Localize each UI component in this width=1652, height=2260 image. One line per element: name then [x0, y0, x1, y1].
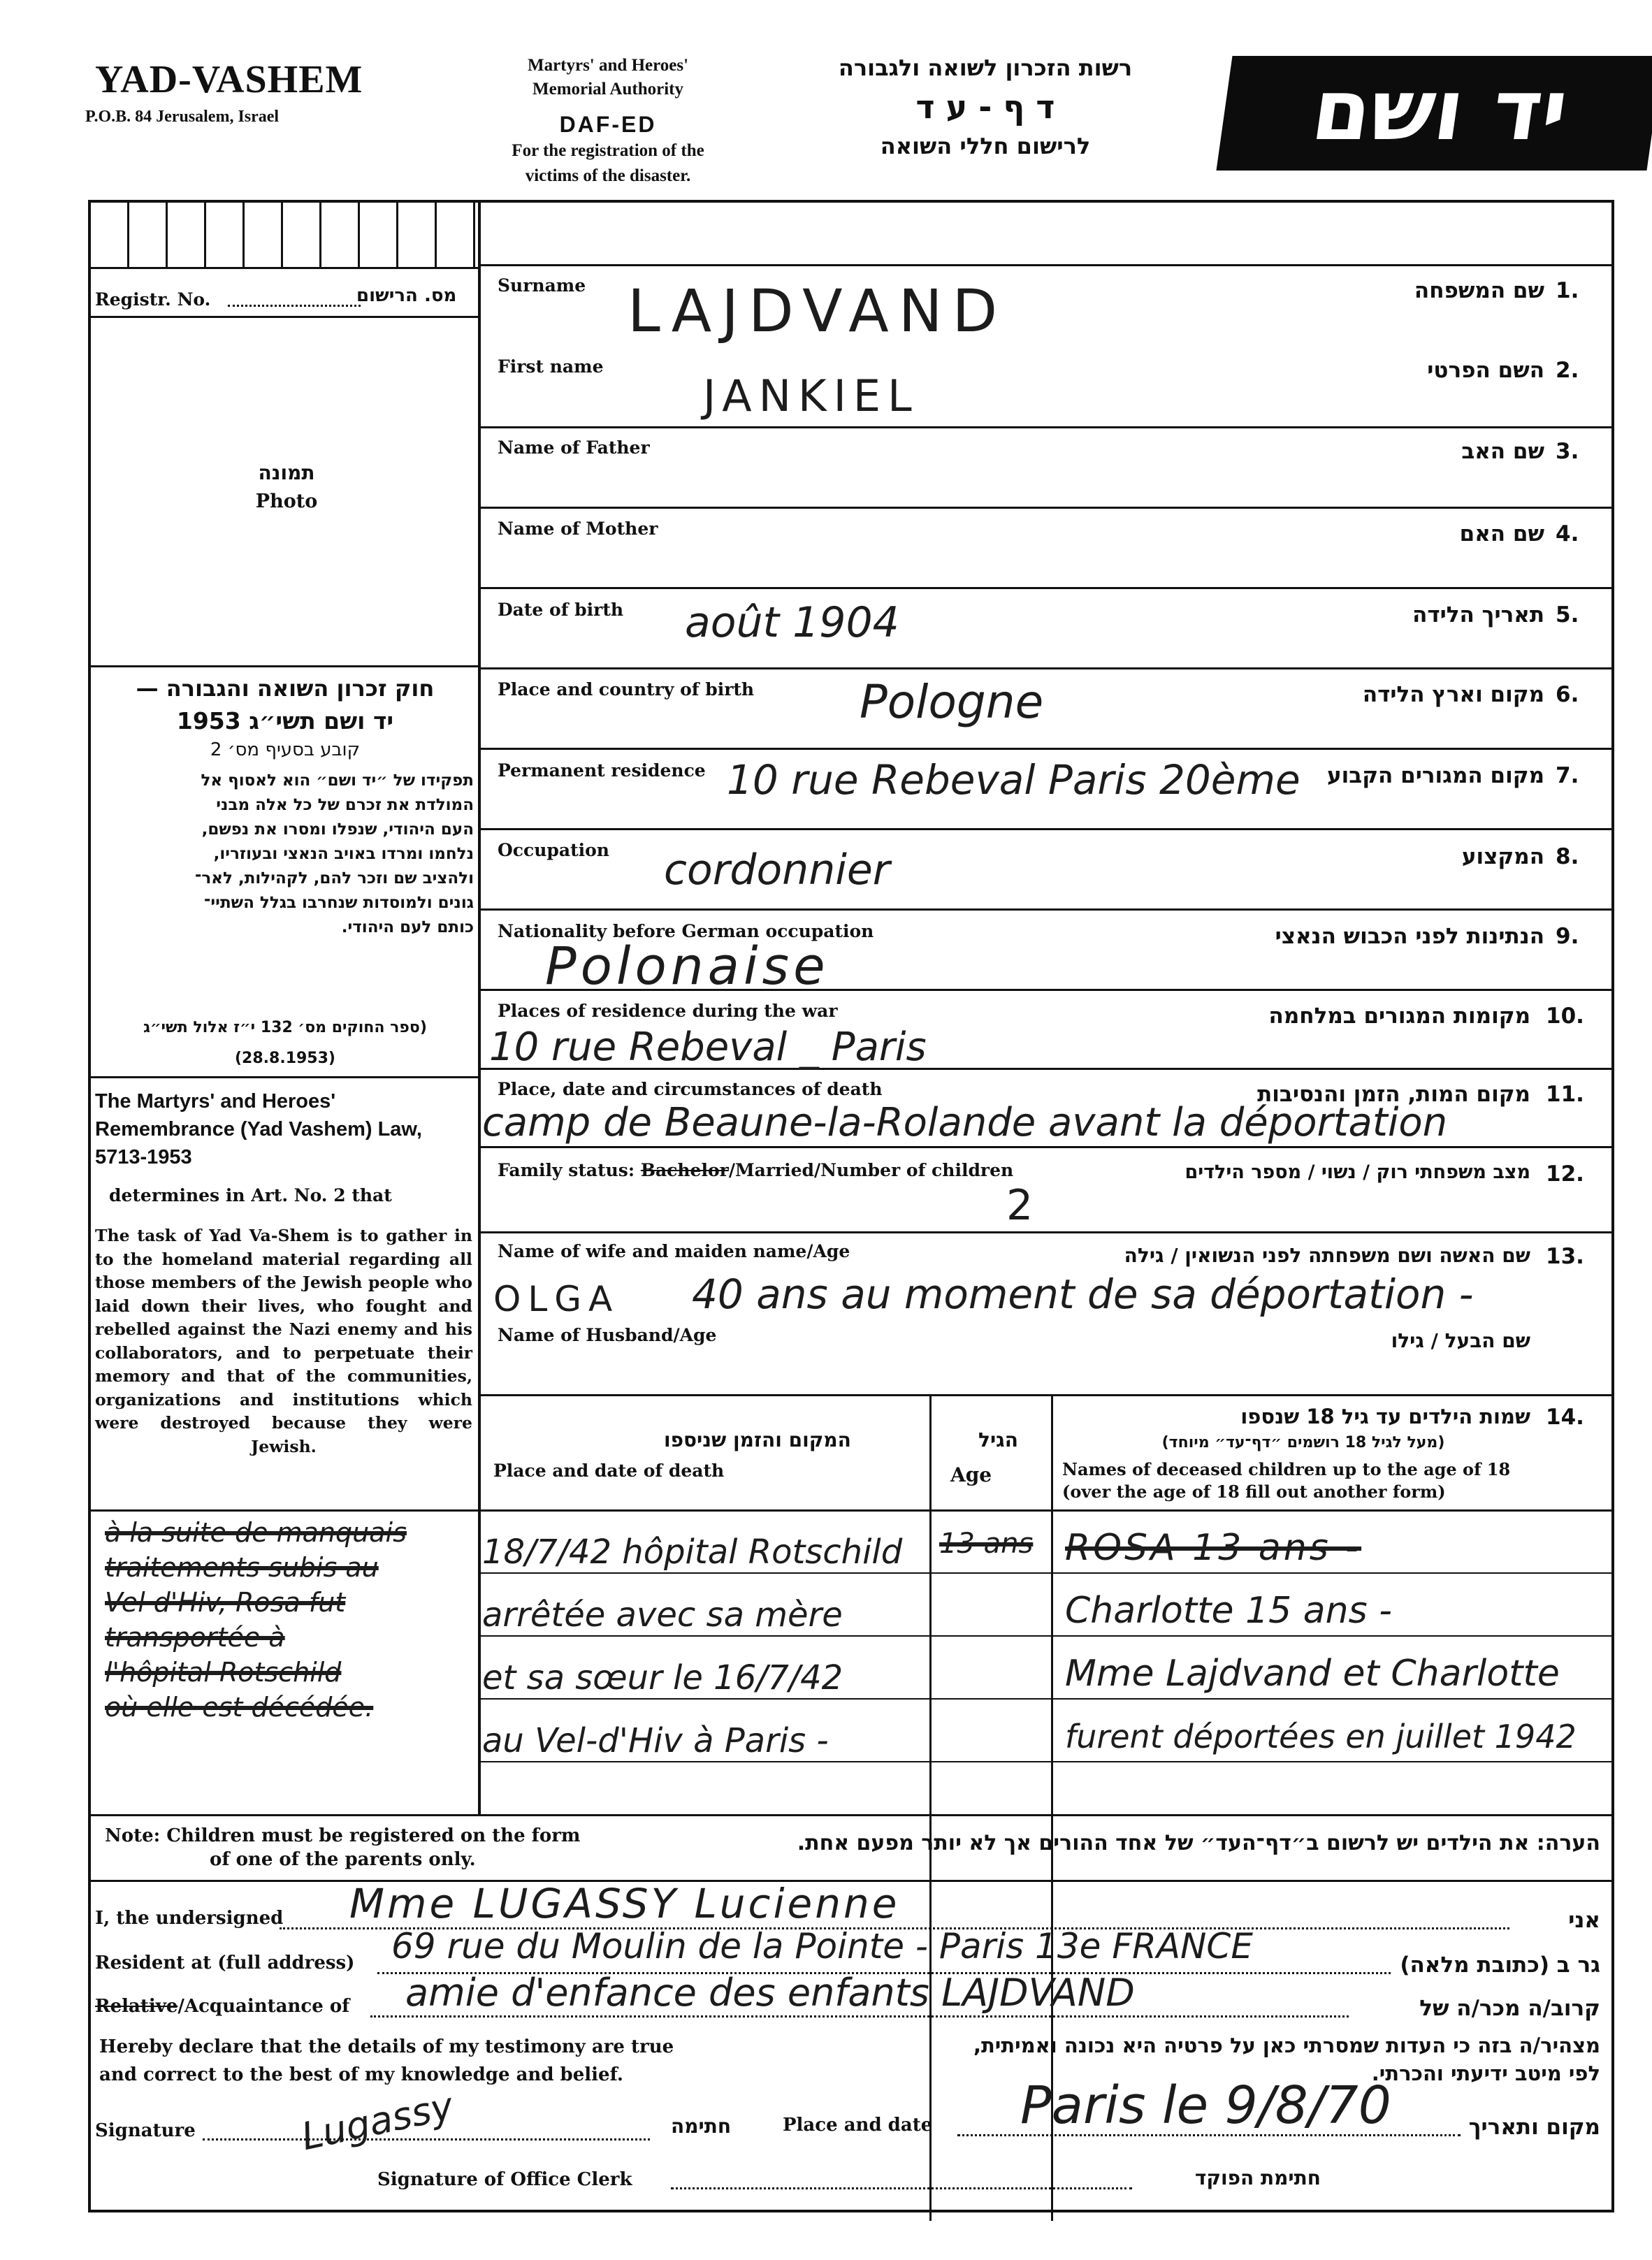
registr-dots [228, 305, 361, 307]
field-4-num: 4. [1556, 521, 1579, 546]
field-5-value[interactable]: août 1904 [685, 598, 899, 647]
row-rule [481, 1146, 1613, 1148]
law-he-line: כותם לעם היהודי. [341, 918, 474, 936]
row-rule [481, 667, 1613, 669]
form-name: DAF-ED [559, 112, 657, 137]
place-date-label: Place and date [783, 2115, 933, 2136]
field-9-label: Nationality before German occupation [498, 921, 874, 941]
form-purpose-line2: victims of the disaster. [525, 166, 691, 185]
field-13-num: 13. [1546, 1244, 1584, 1269]
field-10-label: Places of residence during the war [498, 1001, 838, 1021]
photo-rule [91, 665, 478, 667]
field-13-wife-he: שם האשה ושם משפחתה לפני הנשואין / גילה [1124, 1244, 1530, 1267]
field-10-num: 10. [1546, 1004, 1584, 1029]
law-en-article: determines in Art. No. 2 that [109, 1185, 392, 1205]
law-he-line: העם היהודי, שנפלו ומסרו את נפשם, [201, 820, 474, 839]
law-he-line: נלחמו ומרדו באויב הנאצי ובעוזריו, [213, 845, 474, 863]
row-rule [481, 828, 1613, 830]
struck-note-line: Vel d'Hiv, Rosa fut [105, 1587, 346, 1618]
field-4-he: שם האם [1459, 521, 1544, 546]
field-3-num: 3. [1556, 439, 1579, 464]
field-4-label: Name of Mother [498, 519, 658, 539]
field-12-num: 12. [1546, 1161, 1584, 1187]
place-date-he: מקום ותאריך [1468, 2115, 1600, 2140]
row-rule [481, 1394, 1613, 1396]
field-11-label: Place, date and circumstances of death [498, 1079, 883, 1099]
relative-label [95, 1996, 349, 2017]
field-8-value[interactable]: cordonnier [664, 846, 890, 894]
field-2-he: השם הפרטי [1427, 358, 1544, 383]
place-date-value[interactable]: Paris le 9/8/70 [1020, 2076, 1391, 2136]
field-11-num: 11. [1546, 1082, 1584, 1107]
authority-line2: Memorial Authority [532, 80, 683, 99]
signature-he: חתימה [671, 2115, 732, 2138]
resident-label: Resident at (full address) [95, 1953, 355, 1973]
field-2-value[interactable]: JANKIEL [703, 370, 919, 421]
field-11-he: מקום המות, הזמן והנסיבות [1257, 1082, 1530, 1107]
photo-en: Photo [255, 491, 318, 512]
law-he-rule [91, 1076, 478, 1078]
children-names-he-note: (מעל לגיל 18 רושמים ״דף־עד״ מיוחד) [1161, 1434, 1445, 1451]
field-12-value[interactable]: 2 [1006, 1181, 1034, 1230]
field-5-label: Date of birth [498, 600, 624, 620]
field-2-num: 2. [1556, 358, 1579, 383]
children-place-he: המקום והזמן שניספו [664, 1428, 851, 1451]
relative-value[interactable]: amie d'enfance des enfants LAJDVAND [405, 1971, 1135, 2015]
children-name-line[interactable]: furent déportées en juillet 1942 [1065, 1718, 1577, 1755]
field-9-he: הנתינות לפני הכבוש הנאצי [1275, 924, 1544, 949]
children-place-en: Place and date of death [493, 1461, 725, 1481]
field-13-husband-label: Name of Husband/Age [498, 1325, 717, 1345]
children-place-line[interactable]: arrêtée avec sa mère [482, 1595, 843, 1635]
row-rule [481, 587, 1613, 589]
law-he-title2: יד ושם תשי״ג 1953 [176, 707, 394, 734]
registration-boxes [91, 203, 478, 269]
field-12-struck: Bachelor [640, 1160, 729, 1180]
field-10-he: מקומות המגורים במלחמה [1268, 1004, 1530, 1029]
field-13-husband-he: שם הבעל / גילו [1391, 1329, 1530, 1352]
field-1-he: שם המשפחה [1414, 278, 1544, 303]
law-he-line: גונים ולמוסדות שנחרבו בגלל השתיי־ [203, 894, 474, 912]
registr-label: Registr. No. [95, 289, 211, 310]
authority-line1: Martyrs' and Heroes' [527, 56, 689, 75]
registr-rule [91, 316, 478, 318]
children-place-line[interactable]: 18/7/42 hôpital Rotschild [482, 1533, 903, 1572]
he-form-name: ד ף - ע ד [915, 88, 1055, 126]
undersigned-label: I, the undersigned [95, 1908, 284, 1929]
undersigned-value[interactable]: Mme LUGASSY Lucienne [349, 1880, 900, 1927]
field-8-label: Occupation [498, 840, 609, 860]
struck-note-line: traitements subis au [105, 1552, 379, 1583]
note-he: הערה: את הילדים יש לרשום ב״דף־העד״ של אחד ההורים אך לא יותר מפעם אחת. [797, 1831, 1600, 1855]
field-1-num: 1. [1556, 278, 1579, 303]
declare-en2: and correct to the best of my knowledge and belief. [99, 2064, 623, 2085]
field-13-wife-label: Name of wife and maiden name/Age [498, 1241, 850, 1261]
field-7-value[interactable]: 10 rue Rebeval Paris 20ème [727, 756, 1300, 804]
signature-value[interactable]: Lugassy [297, 2083, 458, 2159]
struck-note-line: à la suite de manquais [105, 1517, 407, 1548]
top-header-rule [481, 264, 1613, 266]
row-rule [481, 748, 1613, 750]
field-13-wife-name[interactable]: OLGA [493, 1279, 620, 1319]
relative-rest: /Acquaintance of [177, 1996, 350, 2017]
row-rule [481, 1231, 1613, 1233]
registr-he: מס. הרישום [356, 285, 457, 306]
field-6-num: 6. [1556, 682, 1579, 707]
law-en-title: The Martyrs' and Heroes' Remembrance (Yad Vashem) Law, 5713-1953 [95, 1090, 422, 1168]
row-rule [481, 426, 1613, 428]
children-name-line[interactable]: Charlotte 15 ans - [1065, 1590, 1392, 1632]
field-8-num: 8. [1556, 844, 1579, 869]
logo-text: יד ושם [1306, 62, 1574, 159]
law-he-ref: (ספר החוקים מס׳ 132 י״ז אלול תשי״ג [143, 1019, 427, 1036]
relative-line [370, 2015, 1349, 2018]
signature-line [203, 2138, 650, 2141]
struck-note [105, 1515, 475, 1725]
law-he-line: ולהציב שם וזכר להם, לקהילות, לאר־ [194, 869, 474, 888]
row-rule [481, 908, 1613, 911]
resident-value[interactable]: 69 rue du Moulin de la Pointe - Paris 13e FRANCE [391, 1926, 1253, 1966]
children-name-list[interactable] [1065, 1516, 1652, 1768]
children-name-line[interactable]: ROSA 13 ans - [1065, 1527, 1362, 1569]
row-rule [481, 507, 1613, 509]
field-10-value[interactable]: 10 rue Rebeval _ Paris [489, 1024, 927, 1070]
clerk-line [671, 2187, 1132, 2189]
children-col-rule1 [929, 1396, 932, 2221]
field-12-he: מצב משפחתי רוק / נשוי / מספר הילדים [1184, 1161, 1530, 1183]
law-he-body [96, 769, 474, 940]
law-he-date: (28.8.1953) [235, 1050, 335, 1067]
field-1-label: Surname [498, 275, 586, 296]
law-he-article: קובע בסעיף מס׳ 2 [210, 739, 361, 760]
field-12-prefix: Family status: [498, 1160, 635, 1180]
field-6-label: Place and country of birth [498, 679, 755, 700]
signature-label: Signature [95, 2120, 196, 2141]
struck-note-line: transportée à [105, 1622, 285, 1653]
law-en-body: The task of Yad Va-Shem is to gather in to the homeland material regarding all those members of the Jewish people who laid down their lives, who fought and rebelled against the Nazi enemy and his collaborators, and to perpetuate their memory and that of the communities, organizations and institutions which were destroyed because they were Jewish. [95, 1226, 472, 1456]
org-title: YAD-VASHEM [95, 58, 363, 101]
resident-he: גר ב (כתובת מלאה) [1400, 1953, 1600, 1978]
struck-note-line: l'hôpital Rotschild [105, 1657, 342, 1688]
undersigned-he: אני [1568, 1908, 1600, 1933]
field-7-he: מקום המגורים הקבוע [1327, 763, 1544, 788]
field-7-num: 7. [1556, 763, 1579, 788]
law-he-title: חוק זכרון השואה והגבורה — [136, 675, 435, 702]
field-3-label: Name of Father [498, 437, 650, 458]
note-en1: Note: Children must be registered on the form [105, 1825, 581, 1846]
field-7-label: Permanent residence [498, 760, 706, 781]
children-age-he: הגיל [978, 1428, 1018, 1451]
clerk-he: חתימת הפוקד [1194, 2166, 1321, 2189]
field-5-he: תאריך הלידה [1412, 602, 1544, 628]
children-names-en2: (over the age of 18 fill out another form) [1062, 1482, 1446, 1502]
he-purpose: לרישום חללי השואה [880, 133, 1091, 159]
field-9-value[interactable]: Polonaise [545, 936, 829, 997]
struck-note-line: où elle est décédée. [105, 1692, 374, 1723]
note-en2: of one of the parents only. [210, 1849, 476, 1870]
clerk-label: Signature of Office Clerk [377, 2169, 632, 2190]
law-he-line: המולדת את זכרם של כל אלה מבני [216, 796, 474, 814]
form-purpose-line1: For the registration of the [512, 141, 704, 160]
law-en-rule [91, 1509, 478, 1512]
children-place-list[interactable] [482, 1521, 929, 1772]
field-12-rest: /Married/Number of children [728, 1160, 1014, 1180]
field-11-value[interactable]: camp de Beaune-la-Rolande avant la déportation [482, 1100, 1448, 1145]
law-he-line: תפקידו של ״יד ושם״ הוא לאסוף אל [201, 772, 474, 790]
declare-en1: Hereby declare that the details of my testimony are true [99, 2036, 674, 2057]
field-2-label: First name [498, 356, 604, 377]
children-header-rule [481, 1509, 1613, 1512]
field-3-he: שם האב [1461, 439, 1544, 464]
field-14-num: 14. [1546, 1405, 1584, 1430]
declare-he1: מצהיר/ה בזה כי העדות שמסרתי כאן על פרטיה היא נכונה ואמיתית, [973, 2034, 1600, 2057]
relative-struck: Relative [95, 1996, 178, 2017]
children-age-en: Age [950, 1463, 992, 1486]
he-authority: רשות הזכרון לשואה ולגבורה [838, 55, 1133, 81]
field-6-he: מקום וארץ הלידה [1362, 682, 1544, 707]
field-1-value[interactable]: LAJDVAND [628, 277, 1008, 345]
field-6-value[interactable]: Pologne [860, 675, 1044, 729]
children-place-line[interactable]: et sa sœur le 16/7/42 [482, 1658, 843, 1697]
field-8-he: המקצוע [1461, 844, 1544, 869]
note-top-rule [91, 1814, 1613, 1816]
children-place-line[interactable]: au Vel-d'Hiv à Paris - [482, 1721, 829, 1760]
org-address: P.O.B. 84 Jerusalem, Israel [85, 108, 280, 126]
children-names-he: שמות הילדים עד גיל 18 שנספו [1240, 1405, 1530, 1428]
field-13-wife-rest[interactable]: 40 ans au moment de sa déportation - [692, 1270, 1474, 1318]
photo-he: תמונה [258, 461, 315, 484]
children-name-line[interactable]: Mme Lajdvand et Charlotte [1065, 1653, 1560, 1695]
field-5-num: 5. [1556, 602, 1579, 628]
declare-he2: לפי מיטב ידיעתי והכרתי. [1371, 2062, 1600, 2085]
children-age-value[interactable]: 13 ans [939, 1528, 1034, 1560]
yad-vashem-logo [1216, 56, 1652, 171]
children-names-en1: Names of deceased children up to the age of 18 [1062, 1459, 1511, 1479]
relative-he: קרוב/ה מכר/ה של [1419, 1996, 1600, 2021]
field-9-num: 9. [1556, 924, 1579, 949]
field-12-label [498, 1160, 1013, 1180]
